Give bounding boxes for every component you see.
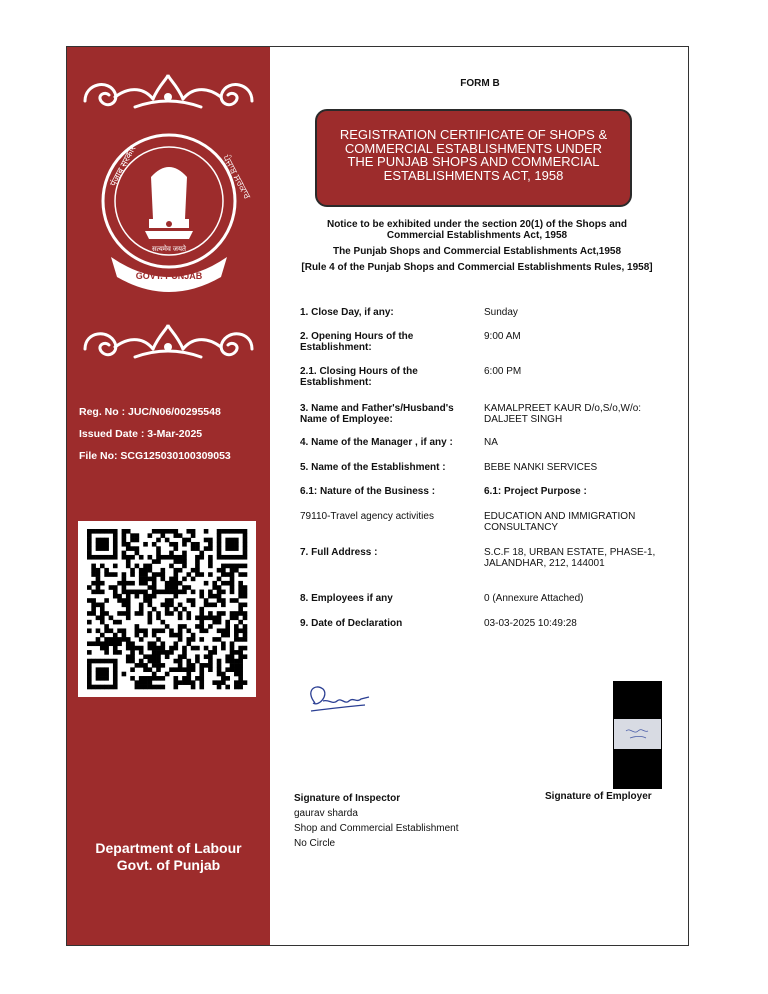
inspector-signature-heading: Signature of Inspector	[294, 793, 401, 804]
field-value: Sunday	[484, 307, 518, 318]
field-value: EDUCATION AND IMMIGRATION CONSULTANCY	[484, 511, 636, 533]
field-value: S.C.F 18, URBAN ESTATE, PHASE-1, JALANDHAR, 212, 144001	[484, 547, 656, 569]
field-label: 3. Name and Father's/Husband's Name of Employee:	[300, 403, 454, 425]
emblem-right-text: ਪੰਜਾਬ ਸਰਕਾਰ	[221, 153, 253, 201]
field-label: 9. Date of Declaration	[300, 618, 403, 629]
field-value: KAMALPREET KAUR D/o,S/o,W/o: DALJEET SINGH	[484, 403, 642, 425]
field-value: BEBE NANKI SERVICES	[484, 462, 598, 473]
inspector-office: Shop and Commercial Establishment	[294, 823, 459, 834]
field-label: 4. Name of the Manager , if any :	[300, 437, 453, 448]
middle-ornament-icon	[75, 319, 262, 369]
sidebar	[67, 47, 270, 945]
field-label: 8. Employees if any	[300, 593, 393, 604]
field-label: 5. Name of the Establishment :	[300, 462, 446, 473]
file-no: File No: SCG125030100309053	[79, 450, 231, 462]
registration-info	[79, 401, 231, 467]
certificate-page	[66, 46, 689, 946]
field-value: 0 (Annexure Attached)	[484, 593, 584, 604]
inspector-circle: No Circle	[294, 838, 336, 849]
notice-line: [Rule 4 of the Punjab Shops and Commercial Establishments Rules, 1958]	[301, 262, 653, 273]
qr-code-icon	[87, 529, 247, 689]
certificate-title-banner	[315, 109, 632, 207]
employer-photo	[613, 681, 662, 789]
punjab-government-emblem	[89, 127, 253, 297]
notice-line: The Punjab Shops and Commercial Establishments Act,1958	[332, 246, 622, 257]
employer-signature-image	[614, 719, 661, 749]
emblem-ribbon-text: GOVT. PUNJAB	[135, 271, 203, 281]
notice-line: Notice to be exhibited under the section 20(1) of the Shops and Commercial Establishments Act, 1958	[326, 219, 628, 241]
qr-code	[78, 521, 256, 697]
top-ornament-icon	[75, 67, 262, 117]
department-line-1: Department of Labour	[95, 840, 242, 856]
field-label: 1. Close Day, if any:	[300, 307, 394, 318]
inspector-block	[294, 791, 459, 851]
field-label: 7. Full Address :	[300, 547, 378, 558]
field-label: 6.1: Nature of the Business :	[300, 486, 436, 497]
notice-block	[299, 219, 655, 278]
employer-signature-heading: Signature of Employer	[545, 791, 652, 802]
field-value: 6:00 PM	[484, 366, 522, 377]
field-label: 2.1. Closing Hours of the Establishment:	[300, 366, 418, 388]
inspector-name: gaurav sharda	[294, 808, 358, 819]
field-value: 03-03-2025 10:49:28	[484, 618, 577, 629]
reg-no: Reg. No : JUC/N06/00295548	[79, 406, 221, 418]
emblem-left-text: पंजाब सरकार	[107, 143, 138, 188]
certificate-title-line: REGISTRATION CERTIFICATE OF SHOPS &	[339, 127, 608, 142]
certificate-title-line: ESTABLISHMENTS ACT, 1958	[383, 167, 564, 183]
field-value: NA	[484, 437, 498, 448]
field-label: 79110-Travel agency activities	[300, 511, 434, 522]
department-line-2: Govt. of Punjab	[116, 857, 221, 873]
inspector-signature	[303, 681, 373, 717]
form-label: FORM B	[460, 78, 500, 89]
emblem-motto: सत्यमेव जयते	[151, 246, 187, 253]
field-value: 9:00 AM	[484, 331, 521, 342]
certificate-title-line: COMMERCIAL ESTABLISHMENTS UNDER	[344, 140, 603, 156]
field-label: 2. Opening Hours of the Establishment:	[300, 331, 414, 353]
field-value: 6.1: Project Purpose :	[484, 486, 587, 497]
department-name	[67, 840, 270, 874]
certificate-title-line: THE PUNJAB SHOPS AND COMMERCIAL	[347, 154, 600, 169]
issued-date: Issued Date : 3-Mar-2025	[79, 428, 203, 440]
